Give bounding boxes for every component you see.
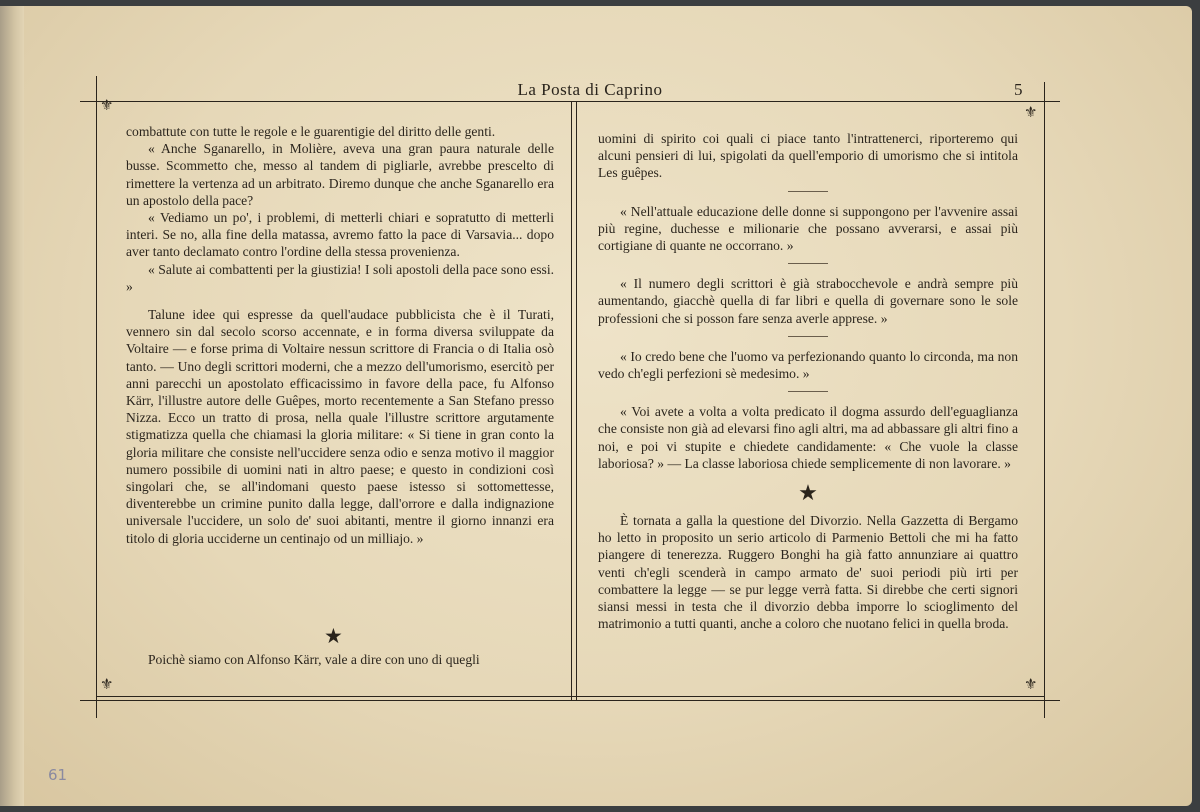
quote: « Voi avete a volta a volta predicato il dogma assurdo dell'eguaglianza che consiste non già ad elevarsi fino agli altri, ma ad abbassare gli altri fino a noi, e poi vi stupite e chiedete candidamente: « Che vuole la classe laboriosa? » — La classe laboriosa chiede semplicemente di non lavorare. » — [598, 404, 1018, 471]
corner-ornament-icon: ⚜ — [1024, 677, 1038, 693]
corner-ornament-icon: ⚜ — [100, 98, 114, 114]
separator-rule — [788, 391, 828, 392]
separator-rule — [788, 191, 828, 192]
column-divider-1 — [571, 101, 572, 701]
quote: « Nell'attuale educazione delle donne si suppongono per l'avvenire assai più regine, duchesse e milionarie che possano avverarsi, e assai più cortigiane di quante ne occorrano. » — [598, 203, 1018, 254]
corner-ornament-icon: ⚜ — [1024, 105, 1038, 121]
header-tick-right — [1044, 82, 1045, 102]
quote: « Il numero degli scrittori è già strabocchevole e andrà sempre più aumentando, giacchè quella di far libri e quella di governare sono le sole professioni che si posson fare senza averle apprese. » — [598, 276, 1018, 326]
column-divider-2 — [576, 101, 577, 701]
paragraph: « Salute ai combattenti per la giustizia! I soli apostoli della pace sono essi. » — [126, 261, 554, 294]
star-ornament-icon: ★ — [324, 624, 343, 648]
paragraph: « Anche Sganarello, in Molière, aveva una gran paura naturale delle busse. Scommetto che, messo al tandem di pigliarle, avrebbe prescelto di rimettere la vertenza ad un arbitrato. Diremo dunque che anche Sganarello era un apostolo della pace? — [126, 141, 554, 208]
separator-rule — [788, 263, 828, 264]
header-rule — [80, 101, 1060, 102]
star-ornament-icon: ★ — [798, 480, 818, 506]
corner-ornament-icon: ⚜ — [100, 677, 114, 693]
footer-tick-left — [96, 700, 97, 718]
footer-tick-right — [1044, 700, 1045, 718]
paragraph: Talune idee qui espresse da quell'audace pubblicista che è il Turati, vennero sin dal secolo scorso accennate, e in forma diversa sviluppate da Voltaire — e forse prima di Voltaire nessun scrittore di Francia o di Italia osò tanto. — Uno degli scrittori moderni, che a mezzo dell'umorismo, esercitò per anni parecchi un apostolato efficacissimo in favore della pace, fu Alfonso Kärr, l'illustre autore delle Guêpes, morto recentemente a San Stefano presso Nizza. Ecco un tratto di prosa, nella quale l'illustre scrittore argutamente stigmatizza quella che chiamasi la gloria militare: « Si tiene in gran conto la gloria militare che consiste nell'uccidere senza odio e senza motivo il maggior numero possibile di uomini nati in altro paese; e questo in condizioni così singolari che, se all'indomani questo paese istesso si sottomettesse, diventerebbe un crimine punito dalla legge, dall'orrore e dalla indignazione universale l'uccidere, un solo de' suoi abitanti, mentre il giorno innanzi era titolo di gloria ucciderne un centinajo od un milliajo. » — [126, 307, 554, 546]
frame-right — [1044, 101, 1045, 703]
margin-note: 61 — [48, 766, 68, 784]
page-title: La Posta di Caprino — [517, 80, 663, 99]
paragraph: Poichè siamo con Alfonso Kärr, vale a dire con uno di quegli — [148, 652, 480, 667]
paragraph: combattute con tutte le regole e le guarentigie del diritto delle genti. — [126, 124, 496, 139]
paragraph: « Vediamo un po', i problemi, di metterli chiari e sopratutto di metterli interi. Se no, alla fine della matassa, avremo fatto la pace di Varsavia... dopo aver tanto declamato contro l'ordine della stessa provenienza. — [126, 210, 554, 260]
book-binding — [0, 6, 24, 806]
quote: « Io credo bene che l'uomo va perfezionando quanto lo circonda, ma non vedo ch'egli perfezioni sè medesimo. » — [598, 348, 1018, 382]
left-column — [126, 123, 554, 547]
separator-rule — [788, 336, 828, 337]
frame-left — [96, 101, 97, 703]
header-tick-left — [96, 76, 97, 102]
right-column — [598, 130, 1018, 632]
paragraph: È tornata a galla la questione del Divorzio. Nella Gazzetta di Bergamo ho letto in proposito un serio articolo di Parmenio Bettoli che mi ha fatto piangere di tenerezza. Ruggero Bonghi ha già fatto annunziare ai quattro venti ch'egli scenderà in campo armato de' suoi periodi più irti per combattere la legge — se pur legge verrà fatta. Si direbbe che certi signori siansi messi in testa che il divorzio debba imporre lo scioglimento del matrimonio a tutti quanti, anche a coloro che nuotano felici in quella broda. — [598, 513, 1018, 632]
frame-bottom — [80, 700, 1060, 701]
paragraph: uomini di spirito coi quali ci piace tanto l'intrattenerci, riporteremo qui alcuni pensieri di lui, spigolati da quell'emporio di umorismo che si intitola Les guêpes. — [598, 131, 1018, 181]
page-number: 5 — [1014, 80, 1023, 99]
